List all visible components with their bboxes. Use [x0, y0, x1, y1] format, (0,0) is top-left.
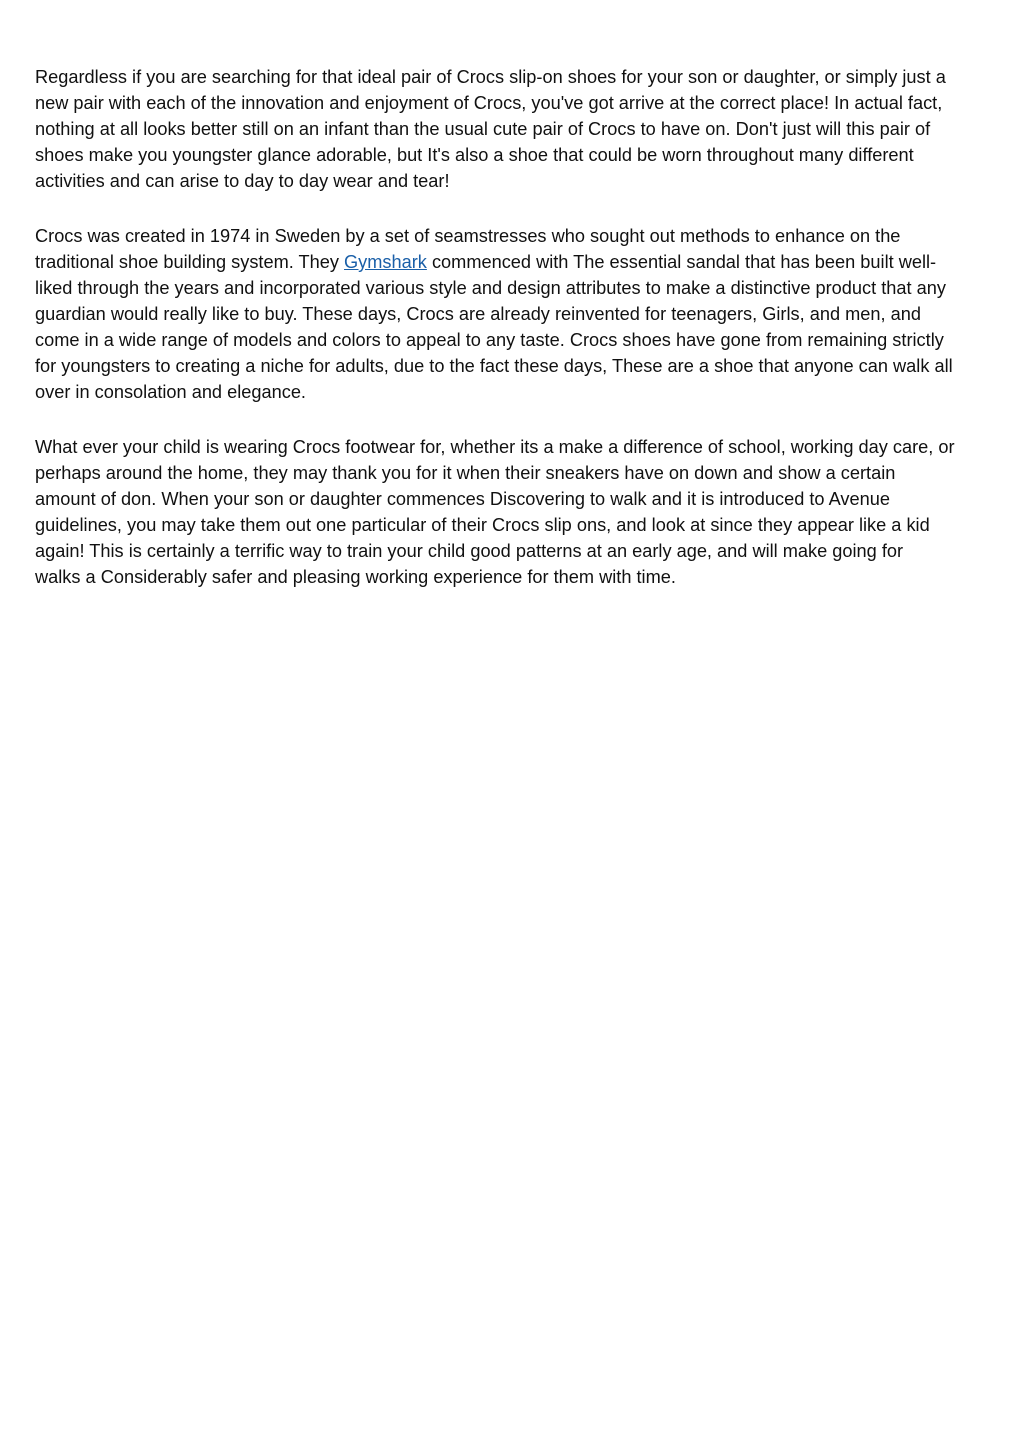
text-segment: commenced with The essential sandal that has been built well-: [426, 252, 937, 272]
text-line: new pair with each of the innovation and enjoyment of Crocs, you've got arrive at the correct place! In actual fact,: [35, 93, 943, 113]
text-line: over in consolation and elegance.: [35, 382, 306, 402]
text-line: Regardless if you are searching for that ideal pair of Crocs slip-on shoes for your son or daughter, or simply just a: [35, 67, 946, 87]
paragraph-1: [35, 64, 995, 194]
text-line-with-link: [35, 249, 995, 275]
text-line: come in a wide range of models and colors to appeal to any taste. Crocs shoes have gone from remaining strictly: [35, 330, 944, 350]
text-line: What ever your child is wearing Crocs footwear for, whether its a make a difference of school, working day care, or: [35, 437, 955, 457]
text-line: activities and can arise to day to day wear and tear!: [35, 171, 450, 191]
text-line: for youngsters to creating a niche for adults, due to the fact these days, These are a shoe that anyone can walk all: [35, 356, 953, 376]
text-line: guidelines, you may take them out one particular of their Crocs slip ons, and look at since they appear like a kid: [35, 515, 930, 535]
text-line: perhaps around the home, they may thank you for it when their sneakers have on down and show a certain: [35, 463, 896, 483]
text-line: Crocs was created in 1974 in Sweden by a set of seamstresses who sought out methods to enhance on the: [35, 226, 901, 246]
text-line: guardian would really like to buy. These days, Crocs are already reinvented for teenagers, Girls, and men, and: [35, 304, 921, 324]
gymshark-link[interactable]: Gymshark: [344, 252, 427, 272]
paragraph-3: [35, 434, 995, 590]
text-segment: traditional shoe building system. They: [35, 252, 345, 272]
text-line: shoes make you youngster glance adorable, but It's also a shoe that could be worn throughout many different: [35, 145, 914, 165]
text-line: amount of don. When your son or daughter commences Discovering to walk and it is introduced to Avenue: [35, 489, 890, 509]
text-line: liked through the years and incorporated various style and design attributes to make a distinctive product that any: [35, 278, 946, 298]
text-line: walks a Considerably safer and pleasing working experience for them with time.: [35, 567, 676, 587]
text-line: nothing at all looks better still on an infant than the usual cute pair of Crocs to have on. Don't just will this pair of: [35, 119, 931, 139]
paragraph-2: [35, 223, 995, 405]
document-body: [35, 64, 995, 619]
text-line: again! This is certainly a terrific way to train your child good patterns at an early age, and will make going for: [35, 541, 904, 561]
